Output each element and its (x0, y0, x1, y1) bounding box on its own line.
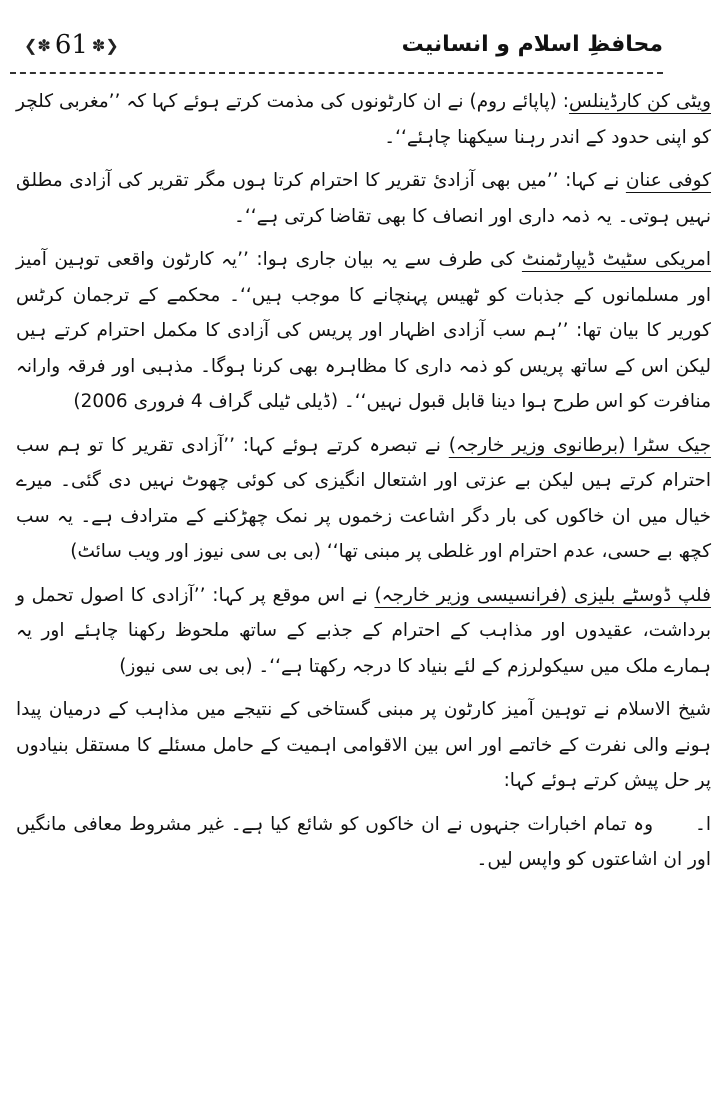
paragraph-us-state-department (16, 242, 711, 420)
page-header (14, 26, 663, 66)
list-item (16, 807, 711, 878)
paragraph-vatican (16, 84, 711, 155)
paragraph-text: کی طرف سے یہ بیان جاری ہوا: ’’یہ کارٹون واقعی توہین آمیز اور مسلمانوں کے جذبات کو ٹھیس پہنچانے کا موجب ہیں‘‘۔ محکمے کے ترجمان کرٹس کوریر کا بیان تھا: ’’ہم سب آزادی اظہار اور پریس کی آزادی کا مکمل احترام کرتے ہیں لیکن اس کے ساتھ پریس کو ذمہ داری کا مظاہرہ بھی کرنا ہوگا۔ مذہبی اور فرقہ وارانہ منافرت کو اس طرح ہوا دینا قابل قبول نہیں‘‘۔ (ڈیلی ٹیلی گراف 4 فروری 2006) (16, 249, 711, 412)
page-number-block (24, 30, 119, 60)
book-title: محافظِ اسلام و انسانیت (401, 32, 663, 57)
header-divider (10, 72, 663, 74)
speaker-name: کوفی عنان (625, 170, 711, 191)
paragraph-kofi-annan (16, 163, 711, 234)
paragraph-text: نے تبصرہ کرتے ہوئے کہا: ’’آزادی تقریر کا تو ہم سب احترام کرتے ہیں لیکن بے عزتی اور اشتعال انگیزی کی کوئی چھوٹ نہیں دی گئی۔ میرے خیال میں ان خاکوں کی بار دگر اشاعت زخموں پر نمک چھڑکنے کے مترادف ہے۔ یہ سب کچھ بے حسی، عدم احترام اور غلطی پر مبنی تھا‘‘ (بی بی سی نیوز اور ویب سائٹ) (16, 434, 711, 562)
speaker-name: جیک سٹرا (برطانوی وزیر خارجہ) (448, 434, 712, 456)
paragraph-shaykh-ul-islam (16, 692, 711, 799)
paragraph-text: نے کہا: ’’میں بھی آزادئ تقریر کا احترام کرتا ہوں مگر تقریر کی آزادی مطلق نہیں ہوتی۔ یہ ذمہ داری اور انصاف کا بھی تقاضا کرتی ہے‘‘۔ (16, 170, 711, 227)
speaker-name: امریکی سٹیٹ ڈیپارٹمنٹ (521, 249, 711, 270)
paragraph-jack-straw (16, 428, 711, 570)
paragraph-text: : (پاپائے روم) نے ان کارٹونوں کی مذمت کرتے ہوئے کہا کہ ’’مغربی کلچر کو اپنی حدود کے اندر رہنا سیکھنا چاہئے‘‘۔ (16, 91, 711, 148)
ornament-icon: ❮✽ (91, 35, 119, 55)
page-number: 61 (54, 30, 88, 60)
page-body (16, 84, 711, 882)
paragraph-text: شیخ الاسلام نے توہین آمیز کارٹون پر مبنی گستاخی کے نتیجے میں مذاہب کے درمیان پیدا ہونے والی نفرت کے خاتمے اور اس بین الاقوامی اہمیت کے حامل مسئلے کا مستقل بنیادوں پر حل پیش کرتے ہوئے کہا: (16, 699, 711, 791)
ornament-icon: ✽❯ (24, 35, 51, 55)
list-marker: ا۔ (695, 813, 711, 835)
paragraph-text: نے اس موقع پر کہا: ’’آزادی کا اصول تحمل و برداشت، عقیدوں اور مذاہب کے احترام کے جذبے کے ساتھ ملحوظ رکھنا چاہئے اور یہ ہمارے ملک میں سیکولرزم کے لئے بنیاد کا درجہ رکھتا ہے‘‘۔ (بی بی سی نیوز) (16, 584, 711, 677)
list-item-text: وہ تمام اخبارات جنہوں نے ان خاکوں کو شائع کیا ہے۔ غیر مشروط معافی مانگیں اور ان اشاعتوں کو واپس لیں۔ (16, 813, 711, 870)
speaker-name: ویٹی کن کارڈینلس (569, 91, 711, 112)
paragraph-philippe-douste-blazy (16, 578, 711, 685)
speaker-name: فلپ ڈوسٹے بلیزی (فرانسیسی وزیر خارجہ) (374, 584, 712, 606)
